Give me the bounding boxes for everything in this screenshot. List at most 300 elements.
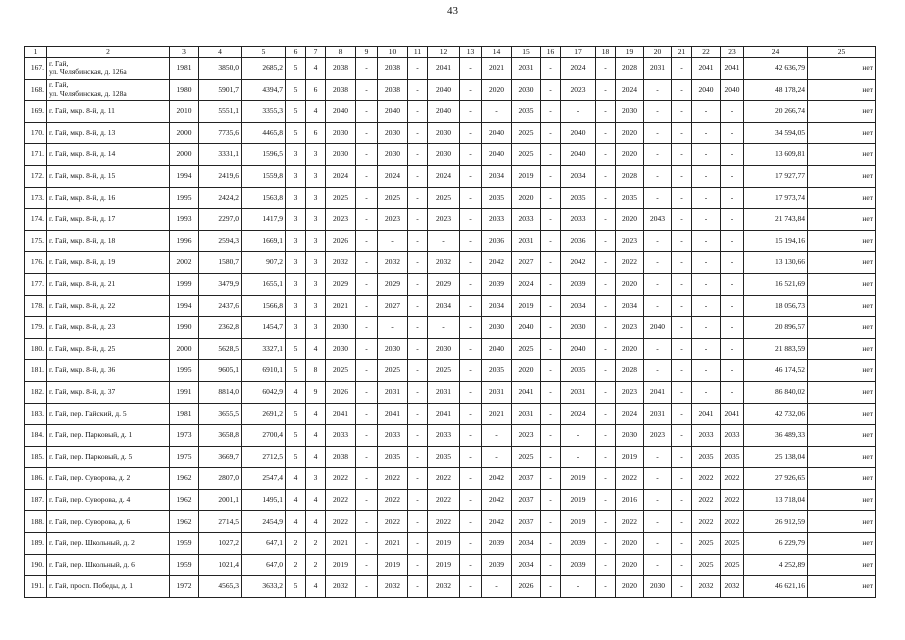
cell-col-12: 2029 <box>428 273 460 295</box>
cell-total-area: 3479,9 <box>199 273 242 295</box>
cell-col-10: - <box>378 317 408 339</box>
cell-total-area: 2001,1 <box>199 489 242 511</box>
cell-col-18: - <box>596 511 616 533</box>
cell-col-18: - <box>596 446 616 468</box>
cell-col-17: 2024 <box>561 58 596 80</box>
cell-row-number: 171. <box>25 144 47 166</box>
cell-address: г. Гай, мкр. 8-й, д. 37 <box>47 381 170 403</box>
cell-col-13: - <box>460 533 482 555</box>
cell-entrances: 4 <box>306 403 326 425</box>
column-header-8: 8 <box>326 47 356 58</box>
cell-cost: 20 896,57 <box>744 317 808 339</box>
cell-col-12: 2041 <box>428 58 460 80</box>
cell-floors: 4 <box>286 468 306 490</box>
cell-col-17: 2034 <box>561 165 596 187</box>
cell-col-18: - <box>596 338 616 360</box>
cell-col-17: 2019 <box>561 511 596 533</box>
cell-col-14: - <box>482 101 512 123</box>
cell-col-10: 2040 <box>378 101 408 123</box>
cell-build-year: 1993 <box>170 209 199 231</box>
table-row <box>25 317 876 339</box>
cell-address: г. Гай, мкр. 8-й, д. 21 <box>47 273 170 295</box>
cell-col-14: 2034 <box>482 295 512 317</box>
cell-col-16: - <box>541 317 561 339</box>
cell-floors: 3 <box>286 165 306 187</box>
cell-col-15: 2037 <box>512 489 541 511</box>
cell-row-number: 190. <box>25 554 47 576</box>
cell-row-number: 186. <box>25 468 47 490</box>
cell-row-number: 168. <box>25 79 47 101</box>
cell-address: г. Гай, мкр. 8-й, д. 16 <box>47 187 170 209</box>
cell-col-9: - <box>356 446 378 468</box>
column-header-11: 11 <box>408 47 428 58</box>
cell-col-19: 2028 <box>616 58 644 80</box>
cell-row-number: 177. <box>25 273 47 295</box>
cell-status: нет <box>808 144 876 166</box>
cell-col-17: - <box>561 576 596 598</box>
cell-col-21: - <box>672 338 692 360</box>
cell-col-17: 2039 <box>561 273 596 295</box>
page-number: 43 <box>447 5 458 17</box>
cell-col-15: 2037 <box>512 468 541 490</box>
cell-floors: 5 <box>286 58 306 80</box>
cell-col-19: 2023 <box>616 381 644 403</box>
cell-col-10: 2031 <box>378 381 408 403</box>
column-header-4: 4 <box>199 47 242 58</box>
table-row <box>25 79 876 101</box>
cell-col-9: - <box>356 187 378 209</box>
cell-col-12: 2022 <box>428 489 460 511</box>
cell-col-10: 2032 <box>378 576 408 598</box>
cell-floors: 5 <box>286 576 306 598</box>
cell-entrances: 3 <box>306 273 326 295</box>
cell-col-8: 2040 <box>326 101 356 123</box>
cell-status: нет <box>808 425 876 447</box>
cell-build-year: 1962 <box>170 489 199 511</box>
cell-col-8: 2024 <box>326 165 356 187</box>
cell-col-21: - <box>672 295 692 317</box>
column-header-21: 21 <box>672 47 692 58</box>
cell-col-18: - <box>596 101 616 123</box>
cell-cost: 46 621,16 <box>744 576 808 598</box>
cell-floors: 2 <box>286 533 306 555</box>
cell-col-22: - <box>692 209 721 231</box>
cell-col-16: - <box>541 165 561 187</box>
cell-col-18: - <box>596 252 616 274</box>
cell-col-8: 2025 <box>326 187 356 209</box>
cell-col-12: 2024 <box>428 165 460 187</box>
cell-col-11: - <box>408 468 428 490</box>
cell-col-11: - <box>408 58 428 80</box>
cell-col-18: - <box>596 295 616 317</box>
cell-col-10: 2033 <box>378 425 408 447</box>
cell-col-15: 2025 <box>512 122 541 144</box>
cell-address: г. Гай, мкр. 8-й, д. 17 <box>47 209 170 231</box>
cell-entrances: 9 <box>306 381 326 403</box>
cell-living-area: 1563,8 <box>242 187 286 209</box>
cell-col-19: 2034 <box>616 295 644 317</box>
cell-col-9: - <box>356 252 378 274</box>
cell-status: нет <box>808 165 876 187</box>
cell-col-22: 2022 <box>692 489 721 511</box>
cell-row-number: 187. <box>25 489 47 511</box>
cell-row-number: 170. <box>25 122 47 144</box>
cell-floors: 5 <box>286 79 306 101</box>
table-row <box>25 425 876 447</box>
cell-col-10: 2019 <box>378 554 408 576</box>
column-header-5: 5 <box>242 47 286 58</box>
cell-col-17: 2024 <box>561 403 596 425</box>
cell-col-12: 2041 <box>428 403 460 425</box>
cell-floors: 5 <box>286 360 306 382</box>
cell-entrances: 3 <box>306 295 326 317</box>
cell-col-9: - <box>356 295 378 317</box>
cell-col-19: 2020 <box>616 122 644 144</box>
cell-col-20: - <box>644 446 672 468</box>
cell-col-23: - <box>721 273 744 295</box>
column-header-22: 22 <box>692 47 721 58</box>
cell-col-21: - <box>672 511 692 533</box>
cell-col-14: - <box>482 576 512 598</box>
cell-col-10: 2024 <box>378 165 408 187</box>
cell-col-13: - <box>460 446 482 468</box>
cell-col-21: - <box>672 468 692 490</box>
column-header-18: 18 <box>596 47 616 58</box>
cell-col-8: 2021 <box>326 533 356 555</box>
cell-col-16: - <box>541 230 561 252</box>
cell-living-area: 3327,1 <box>242 338 286 360</box>
cell-col-19: 2028 <box>616 165 644 187</box>
cell-cost: 36 489,33 <box>744 425 808 447</box>
cell-col-14: 2042 <box>482 468 512 490</box>
table-row <box>25 230 876 252</box>
cell-col-15: 2033 <box>512 209 541 231</box>
cell-col-14: 2042 <box>482 489 512 511</box>
cell-col-16: - <box>541 554 561 576</box>
cell-col-22: - <box>692 187 721 209</box>
cell-status: нет <box>808 209 876 231</box>
cell-col-21: - <box>672 446 692 468</box>
cell-col-23: 2040 <box>721 79 744 101</box>
cell-total-area: 2297,0 <box>199 209 242 231</box>
cell-col-12: - <box>428 230 460 252</box>
cell-build-year: 1994 <box>170 165 199 187</box>
cell-entrances: 4 <box>306 489 326 511</box>
cell-cost: 20 266,74 <box>744 101 808 123</box>
cell-row-number: 183. <box>25 403 47 425</box>
cell-address: г. Гай, пер. Суворова, д. 4 <box>47 489 170 511</box>
cell-col-10: 2032 <box>378 252 408 274</box>
cell-address: г. Гай, пер. Школьный, д. 2 <box>47 533 170 555</box>
cell-col-13: - <box>460 252 482 274</box>
cell-cost: 13 130,66 <box>744 252 808 274</box>
cell-row-number: 185. <box>25 446 47 468</box>
cell-col-17: - <box>561 446 596 468</box>
cell-col-15: 2019 <box>512 165 541 187</box>
cell-col-15: 2023 <box>512 425 541 447</box>
cell-col-23: - <box>721 338 744 360</box>
cell-col-14: 2039 <box>482 533 512 555</box>
cell-col-19: 2022 <box>616 468 644 490</box>
cell-col-9: - <box>356 230 378 252</box>
cell-col-14: 2040 <box>482 144 512 166</box>
cell-build-year: 1972 <box>170 576 199 598</box>
cell-status: нет <box>808 360 876 382</box>
cell-address: г. Гай, мкр. 8-й, д. 18 <box>47 230 170 252</box>
cell-living-area: 2547,4 <box>242 468 286 490</box>
cell-col-14: 2042 <box>482 511 512 533</box>
cell-col-15: 2034 <box>512 554 541 576</box>
cell-entrances: 2 <box>306 533 326 555</box>
cell-cost: 42 636,79 <box>744 58 808 80</box>
cell-col-16: - <box>541 209 561 231</box>
cell-living-area: 2691,2 <box>242 403 286 425</box>
cell-col-21: - <box>672 576 692 598</box>
cell-col-11: - <box>408 122 428 144</box>
cell-col-13: - <box>460 489 482 511</box>
cell-cost: 4 252,89 <box>744 554 808 576</box>
cell-col-23: - <box>721 360 744 382</box>
cell-col-20: - <box>644 122 672 144</box>
cell-col-12: 2031 <box>428 381 460 403</box>
cell-col-9: - <box>356 122 378 144</box>
cell-cost: 6 229,79 <box>744 533 808 555</box>
cell-col-14: 2030 <box>482 317 512 339</box>
column-header-20: 20 <box>644 47 672 58</box>
cell-col-13: - <box>460 338 482 360</box>
cell-col-11: - <box>408 446 428 468</box>
cell-col-21: - <box>672 317 692 339</box>
cell-col-9: - <box>356 79 378 101</box>
column-header-7: 7 <box>306 47 326 58</box>
cell-address: г. Гай, просп. Победы, д. 1 <box>47 576 170 598</box>
cell-floors: 5 <box>286 446 306 468</box>
cell-col-19: 2030 <box>616 425 644 447</box>
cell-floors: 4 <box>286 381 306 403</box>
cell-col-23: - <box>721 165 744 187</box>
cell-col-21: - <box>672 101 692 123</box>
cell-col-10: 2030 <box>378 144 408 166</box>
cell-cost: 13 718,04 <box>744 489 808 511</box>
cell-col-13: - <box>460 403 482 425</box>
cell-col-20: - <box>644 511 672 533</box>
table-row <box>25 209 876 231</box>
cell-living-area: 647,1 <box>242 533 286 555</box>
cell-col-10: 2029 <box>378 273 408 295</box>
cell-col-20: 2030 <box>644 576 672 598</box>
cell-col-13: - <box>460 122 482 144</box>
cell-status: нет <box>808 489 876 511</box>
table-row <box>25 576 876 598</box>
cell-col-14: 2021 <box>482 58 512 80</box>
cell-status: нет <box>808 511 876 533</box>
cell-address: г. Гай, мкр. 8-й, д. 22 <box>47 295 170 317</box>
cell-col-20: 2031 <box>644 58 672 80</box>
cell-col-10: 2022 <box>378 468 408 490</box>
cell-col-9: - <box>356 101 378 123</box>
cell-build-year: 1981 <box>170 58 199 80</box>
cell-col-16: - <box>541 425 561 447</box>
cell-col-18: - <box>596 165 616 187</box>
cell-col-14: 2035 <box>482 187 512 209</box>
cell-col-17: 2040 <box>561 338 596 360</box>
cell-total-area: 2362,8 <box>199 317 242 339</box>
cell-col-9: - <box>356 144 378 166</box>
column-header-3: 3 <box>170 47 199 58</box>
cell-col-13: - <box>460 468 482 490</box>
cell-total-area: 2437,6 <box>199 295 242 317</box>
cell-col-17: 2036 <box>561 230 596 252</box>
cell-col-11: - <box>408 489 428 511</box>
cell-total-area: 5628,5 <box>199 338 242 360</box>
cell-col-22: - <box>692 144 721 166</box>
cell-cost: 86 840,02 <box>744 381 808 403</box>
cell-col-21: - <box>672 425 692 447</box>
cell-status: нет <box>808 403 876 425</box>
cell-col-16: - <box>541 252 561 274</box>
cell-col-13: - <box>460 273 482 295</box>
cell-col-16: - <box>541 338 561 360</box>
cell-floors: 5 <box>286 122 306 144</box>
cell-col-20: 2031 <box>644 403 672 425</box>
cell-col-21: - <box>672 230 692 252</box>
cell-col-13: - <box>460 295 482 317</box>
cell-col-10: 2021 <box>378 533 408 555</box>
cell-col-15: 2035 <box>512 101 541 123</box>
cell-cost: 42 732,06 <box>744 403 808 425</box>
cell-col-8: 2032 <box>326 252 356 274</box>
cell-floors: 2 <box>286 554 306 576</box>
cell-col-11: - <box>408 403 428 425</box>
cell-col-13: - <box>460 381 482 403</box>
cell-floors: 3 <box>286 273 306 295</box>
cell-col-20: - <box>644 489 672 511</box>
cell-col-22: 2025 <box>692 533 721 555</box>
cell-col-14: 2021 <box>482 403 512 425</box>
cell-floors: 5 <box>286 425 306 447</box>
cell-col-13: - <box>460 165 482 187</box>
cell-living-area: 1495,1 <box>242 489 286 511</box>
cell-col-18: - <box>596 554 616 576</box>
column-header-9: 9 <box>356 47 378 58</box>
table-row <box>25 144 876 166</box>
cell-col-16: - <box>541 511 561 533</box>
cell-living-area: 2454,9 <box>242 511 286 533</box>
column-header-6: 6 <box>286 47 306 58</box>
cell-col-13: - <box>460 187 482 209</box>
cell-col-12: 2019 <box>428 533 460 555</box>
cell-col-18: - <box>596 79 616 101</box>
cell-row-number: 184. <box>25 425 47 447</box>
cell-col-20: - <box>644 187 672 209</box>
cell-total-area: 5901,7 <box>199 79 242 101</box>
cell-status: нет <box>808 468 876 490</box>
cell-living-area: 2712,5 <box>242 446 286 468</box>
cell-col-12: 2040 <box>428 79 460 101</box>
cell-cost: 18 056,73 <box>744 295 808 317</box>
cell-cost: 34 594,05 <box>744 122 808 144</box>
cell-col-16: - <box>541 122 561 144</box>
cell-col-8: 2022 <box>326 489 356 511</box>
cell-living-area: 6910,1 <box>242 360 286 382</box>
table-row <box>25 468 876 490</box>
cell-col-11: - <box>408 360 428 382</box>
cell-floors: 3 <box>286 209 306 231</box>
cell-col-16: - <box>541 187 561 209</box>
cell-col-17: 2042 <box>561 252 596 274</box>
cell-col-23: 2025 <box>721 533 744 555</box>
cell-col-8: 2019 <box>326 554 356 576</box>
cell-build-year: 1995 <box>170 187 199 209</box>
cell-col-21: - <box>672 273 692 295</box>
cell-col-10: 2041 <box>378 403 408 425</box>
column-header-14: 14 <box>482 47 512 58</box>
cell-col-8: 2038 <box>326 446 356 468</box>
cell-living-area: 3633,2 <box>242 576 286 598</box>
cell-cost: 25 138,04 <box>744 446 808 468</box>
cell-entrances: 3 <box>306 165 326 187</box>
cell-col-8: 2021 <box>326 295 356 317</box>
cell-address: г. Гай, пер. Суворова, д. 2 <box>47 468 170 490</box>
cell-entrances: 3 <box>306 468 326 490</box>
cell-col-16: - <box>541 533 561 555</box>
cell-living-area: 2700,4 <box>242 425 286 447</box>
cell-col-13: - <box>460 425 482 447</box>
cell-col-11: - <box>408 209 428 231</box>
cell-col-21: - <box>672 489 692 511</box>
cell-floors: 3 <box>286 230 306 252</box>
cell-col-11: - <box>408 273 428 295</box>
cell-col-17: 2034 <box>561 295 596 317</box>
cell-col-11: - <box>408 144 428 166</box>
cell-col-13: - <box>460 230 482 252</box>
table-row <box>25 533 876 555</box>
cell-build-year: 1990 <box>170 317 199 339</box>
cell-col-11: - <box>408 381 428 403</box>
cell-col-8: 2026 <box>326 230 356 252</box>
cell-floors: 5 <box>286 338 306 360</box>
cell-living-area: 647,0 <box>242 554 286 576</box>
cell-col-15: 2019 <box>512 295 541 317</box>
cell-col-15: 2031 <box>512 403 541 425</box>
cell-col-10: 2030 <box>378 122 408 144</box>
cell-col-12: 2025 <box>428 360 460 382</box>
cell-cost: 21 743,84 <box>744 209 808 231</box>
cell-col-20: - <box>644 295 672 317</box>
cell-build-year: 1962 <box>170 468 199 490</box>
cell-col-18: - <box>596 273 616 295</box>
column-header-1: 1 <box>25 47 47 58</box>
cell-col-21: - <box>672 533 692 555</box>
cell-col-8: 2026 <box>326 381 356 403</box>
cell-col-22: - <box>692 165 721 187</box>
cell-col-21: - <box>672 403 692 425</box>
cell-floors: 3 <box>286 187 306 209</box>
cell-total-area: 1580,7 <box>199 252 242 274</box>
table-row <box>25 511 876 533</box>
cell-col-8: 2038 <box>326 79 356 101</box>
cell-col-22: - <box>692 101 721 123</box>
cell-cost: 15 194,16 <box>744 230 808 252</box>
cell-col-10: 2023 <box>378 209 408 231</box>
cell-living-area: 4465,8 <box>242 122 286 144</box>
cell-total-area: 2714,5 <box>199 511 242 533</box>
cell-col-22: 2032 <box>692 576 721 598</box>
cell-status: нет <box>808 187 876 209</box>
cell-col-9: - <box>356 381 378 403</box>
cell-col-15: 2030 <box>512 79 541 101</box>
cell-col-8: 2025 <box>326 360 356 382</box>
